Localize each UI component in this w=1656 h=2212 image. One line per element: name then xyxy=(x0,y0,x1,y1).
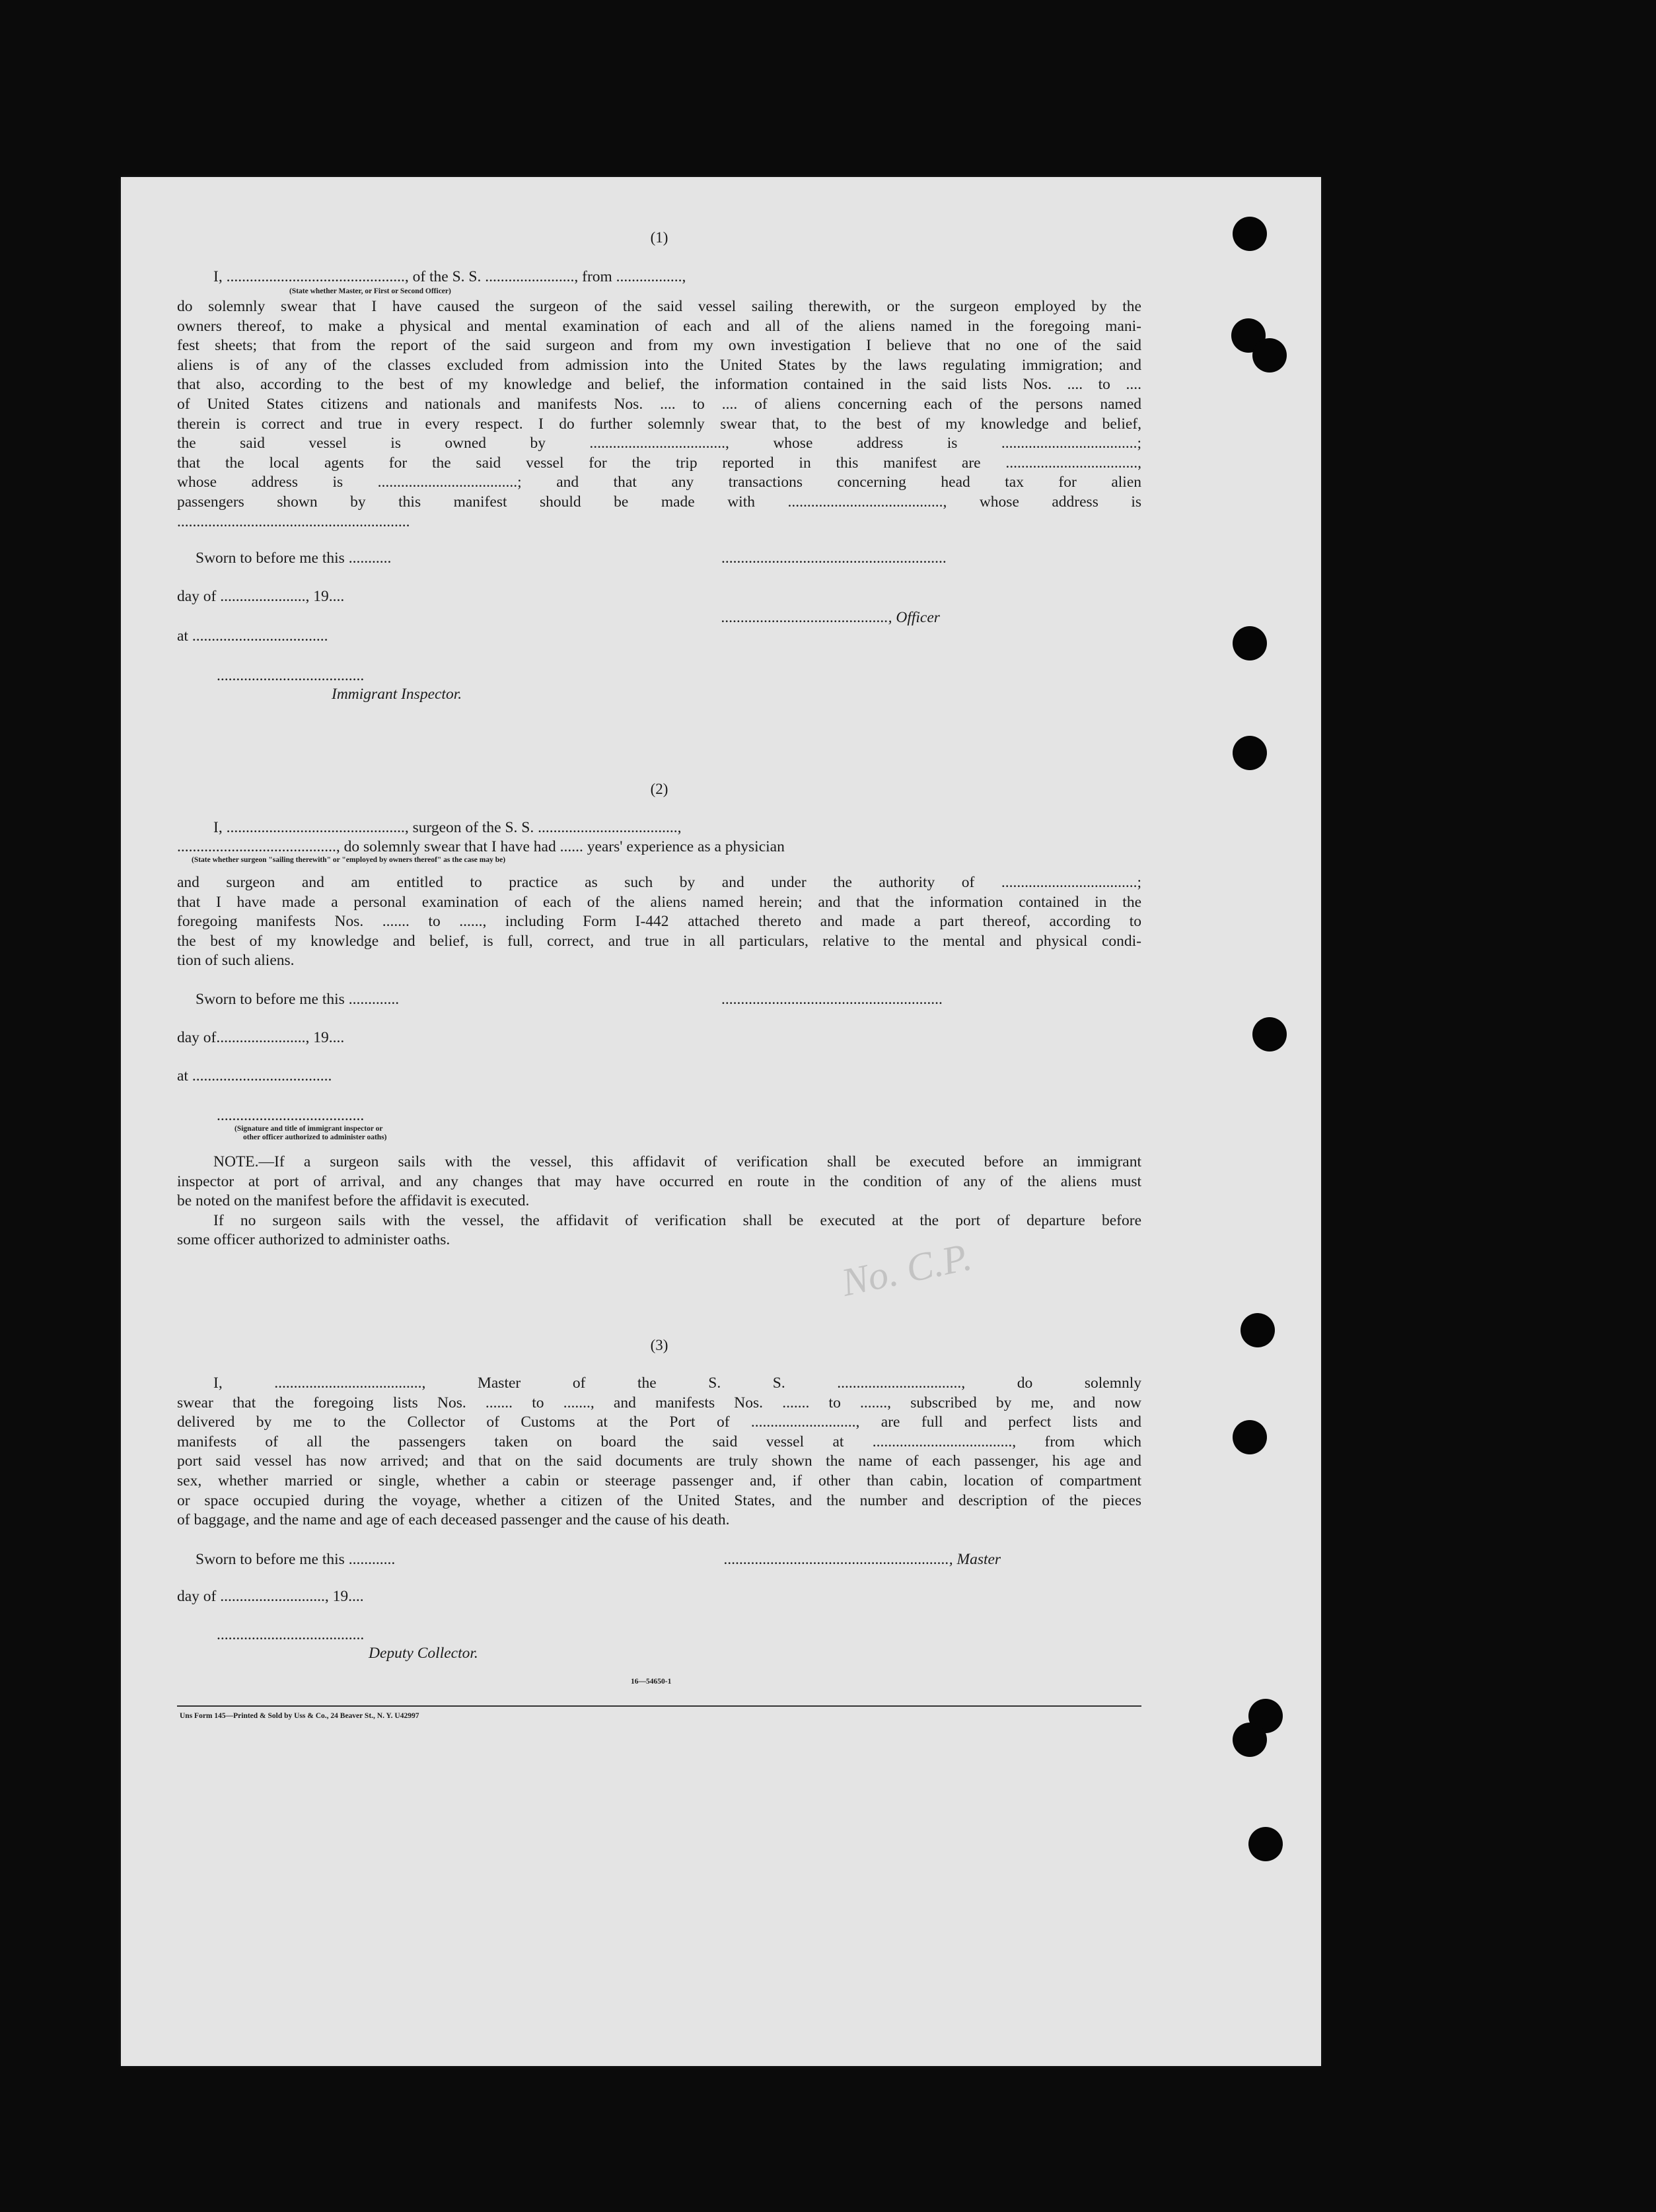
s3-collector-dots: ...................................... xyxy=(217,1626,365,1643)
punch-hole-7 xyxy=(1241,1313,1275,1347)
s3-day: day of ..........................., 19.... xyxy=(177,1588,364,1605)
text-line: inspector at port of arrival, and any changes that may have occurred en route in the condition of any of the aliens must xyxy=(177,1172,1141,1190)
s2-sig-dots: ......................................................... xyxy=(721,991,943,1008)
text-line: owners thereof, to make a physical and mental examination of each and all of the aliens named in the foregoing mani- xyxy=(177,317,1141,335)
punch-hole-11 xyxy=(1248,1827,1283,1861)
section-1-first-line-note: (State whether Master, or First or Second Officer) xyxy=(289,287,451,295)
text-line: that I have made a personal examination of each of the aliens named herein; and that the information contained in the xyxy=(177,893,1141,911)
text-line: or space occupied during the voyage, whether a citizen of the United States, and the number and description of the pieces xyxy=(177,1491,1141,1509)
s1-sworn: Sworn to before me this ........... xyxy=(196,550,392,567)
text-line: swear that the foregoing lists Nos. ....... to ......., and manifests Nos. ....... to ......., subscribed by me, and now xyxy=(177,1394,1141,1411)
text-line: be noted on the manifest before the affidavit is executed. xyxy=(177,1192,530,1210)
s2-day: day of......................., 19.... xyxy=(177,1029,345,1046)
section-3-number: (3) xyxy=(650,1337,668,1353)
text-line: fest sheets; that from the report of the said surgeon and from my own investigation I believe that no one of the said xyxy=(177,337,1141,355)
text-line: and surgeon and am entitled to practice as such by and under the authority of ...................................; xyxy=(177,874,1141,891)
s1-day: day of ......................, 19.... xyxy=(177,588,345,605)
bleed-through-text: No. C.P. xyxy=(838,1234,976,1304)
section-3-body xyxy=(177,1374,1141,1530)
footer-rule xyxy=(177,1705,1141,1707)
text-line: delivered by me to the Collector of Customs at the Port of ..........................., are full and perfect lists and xyxy=(177,1413,1141,1431)
text-line: the best of my knowledge and belief, is full, correct, and true in all particulars, relative to the mental and physical condi- xyxy=(177,932,1141,950)
text-line: I, ......................................, Master of the S. S. ................................, do solemnly xyxy=(213,1374,1141,1392)
section-2-number: (2) xyxy=(650,781,668,797)
section-1-first-line: I, .............................................., of the S. S. ......................., from ................., xyxy=(213,268,686,285)
s2-sig-note1: (Signature and title of immigrant inspector or xyxy=(234,1125,383,1133)
text-line: ............................................................ xyxy=(177,513,410,530)
s3-sworn: Sworn to before me this ............ xyxy=(196,1551,396,1568)
section-1-number: (1) xyxy=(650,229,668,246)
punch-hole-8 xyxy=(1233,1420,1267,1454)
s3-form-code: 16—54650-1 xyxy=(631,1678,672,1686)
s1-inspector-dots: ...................................... xyxy=(217,667,365,684)
s2-at: at .................................... xyxy=(177,1067,332,1085)
punch-hole-10 xyxy=(1233,1723,1267,1757)
text-line: port said vessel has now arrived; and that on the said documents are truly shown the name of each passenger, his age and xyxy=(177,1452,1141,1470)
text-line: whose address is ....................................; and that any transactions concerning head tax for alien xyxy=(177,474,1141,491)
s1-at: at ................................... xyxy=(177,627,328,645)
text-line: manifests of all the passengers taken on board the said vessel at ...................................., from which xyxy=(177,1433,1141,1450)
text-line: some officer authorized to administer oaths. xyxy=(177,1231,450,1249)
text-line: passengers shown by this manifest should be made with ........................................, whose address is xyxy=(177,493,1141,511)
s2-sig-note2: other officer authorized to administer oaths) xyxy=(243,1133,387,1141)
text-line: NOTE.—If a surgeon sails with the vessel, this affidavit of verification shall be executed before an immigrant xyxy=(213,1153,1141,1170)
punch-hole-5 xyxy=(1233,736,1267,770)
text-line: aliens is of any of the classes excluded from admission into the United States by the laws regulating immigration; and xyxy=(177,356,1141,374)
text-line: that the local agents for the said vessel for the trip reported in this manifest are .................................., xyxy=(177,454,1141,472)
section-2-first-line: I, .............................................., surgeon of the S. S. ...................................., xyxy=(213,819,682,836)
s1-inspector-title: Immigrant Inspector. xyxy=(332,686,462,703)
text-line: If no surgeon sails with the vessel, the affidavit of verification shall be executed at the port of departure before xyxy=(213,1211,1141,1229)
text-line: sex, whether married or single, whether a cabin or steerage passenger and, if other than cabin, location of compartment xyxy=(177,1472,1141,1489)
section-2-second-line: ........................................., do solemnly swear that I have had ...... years' experience as a physician xyxy=(177,838,785,855)
section-1-body xyxy=(177,297,1141,532)
text-line: tion of such aliens. xyxy=(177,952,295,970)
s1-officer-line: ..........................................., Officer xyxy=(721,609,940,626)
section-2-second-line-note: (State whether surgeon "sailing therewith" or "employed by owners thereof" as the case may be) xyxy=(192,856,506,864)
s3-collector-title: Deputy Collector. xyxy=(369,1645,478,1662)
text-line: of United States citizens and nationals and manifests Nos. .... to .... of aliens concerning each of the persons named xyxy=(177,395,1141,413)
punch-hole-4 xyxy=(1233,626,1267,660)
s3-master-line: .........................................................., Master xyxy=(724,1551,1001,1568)
punch-hole-6 xyxy=(1252,1017,1287,1052)
punch-hole-1 xyxy=(1233,217,1267,251)
text-line: the said vessel is owned by ..................................., whose address is ...................................; xyxy=(177,435,1141,452)
text-line: therein is correct and true in every respect. I do further solemnly swear that, to the best of my knowledge and belief, xyxy=(177,415,1141,433)
footer-printer: Uns Form 145—Printed & Sold by Uss & Co., 24 Beaver St., N. Y. U42997 xyxy=(180,1712,419,1720)
punch-hole-3 xyxy=(1252,338,1287,373)
text-line: do solemnly swear that I have caused the surgeon of the said vessel sailing therewith, or the surgeon employed by the xyxy=(177,298,1141,315)
text-line: that also, according to the best of my knowledge and belief, the information contained in the said lists Nos. .... to .... xyxy=(177,376,1141,394)
text-line: foregoing manifests Nos. ....... to ......, including Form I-442 attached thereto and made a part thereof, according to xyxy=(177,913,1141,931)
s2-sig-dots2: ...................................... xyxy=(217,1107,365,1124)
s2-sworn: Sworn to before me this ............. xyxy=(196,991,400,1008)
section-2-body xyxy=(177,873,1141,971)
text-line: of baggage, and the name and age of each deceased passenger and the cause of his death. xyxy=(177,1511,730,1529)
s1-officer-dots: .......................................................... xyxy=(721,550,947,567)
